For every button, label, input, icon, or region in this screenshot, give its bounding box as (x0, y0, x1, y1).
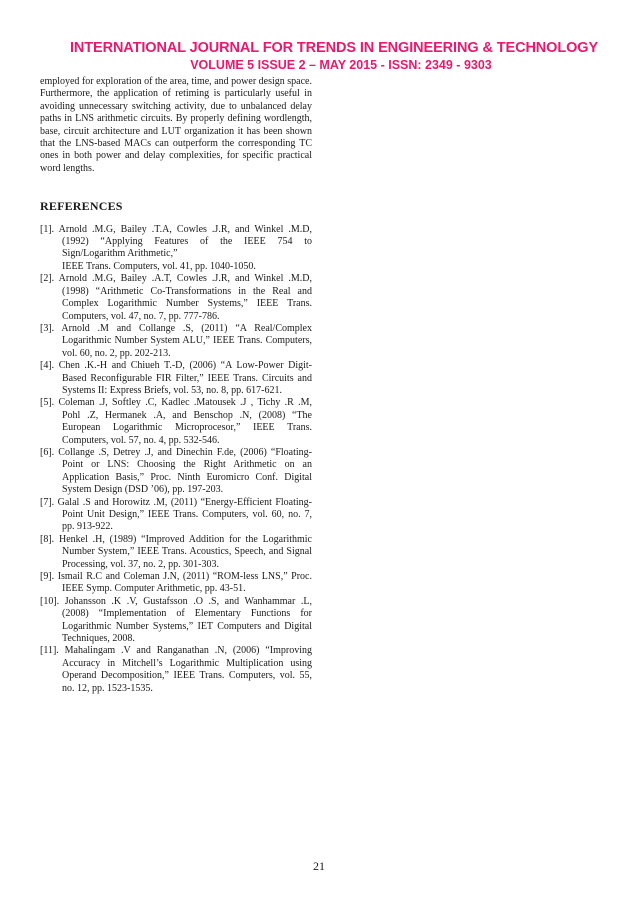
conclusion-paragraph: employed for exploration of the area, time, and power design space. Furthermore, the application of retiming is particularly useful in avoiding unnecessary switching activity, due to unbalanced delay paths in LNS arithmetic circuits. By properly defining wordlength, base, circuit architecture and LUT organization it has been shown that the LNS-based MACs can outperform the corresponding TC ones in both power and delay complexities, for specific practical word lengths. (40, 76, 312, 174)
journal-header (60, 40, 608, 74)
reference-item-11: [11]. Mahalingam .V and Ranganathan .N, (2006) “Improving Accuracy in Mitchell’s Logarithmic Multiplication using Operand Decomposition,” IEEE Trans. Computers, vol. 55, no. 12, pp. 1523-1535. (40, 645, 312, 694)
reference-item-1 (40, 224, 312, 274)
issue-line: VOLUME 5 ISSUE 2 – MAY 2015 - ISSN: 2349 - 9303 (190, 58, 492, 72)
reference-item-3: [3]. Arnold .M and Collange .S, (2011) “A Real/Complex Logarithmic Number System ALU,” IEEE Trans. Computers, vol. 60, no. 2, pp. 202-213. (40, 322, 312, 359)
page-number: 21 (313, 859, 325, 873)
reference-item-6: [6]. Collange .S, Detrey .J, and Dinechin F.de, (2006) “Floating-Point or LNS: Choosing the Right Arithmetic on an Application Basis,” Proc. Ninth Euromicro Conf. Digital System Design (DSD ’06), pp. 197-203. (40, 446, 312, 496)
references-heading: REFERENCES (40, 199, 123, 214)
reference-item-5: [5]. Coleman .J, Softley .C, Kadlec .Matousek .J , Tichy .R .M, Pohl .Z, Hermanek .A, and Benschop .N, (2008) “The European Logarithmic Microprocesor,” IEEE Trans. Computers, vol. 57, no. 4, pp. 532-546. (40, 397, 312, 446)
left-column (40, 76, 312, 695)
reference-item-2: [2]. Arnold .M.G, Bailey .A.T, Cowles .J.R, and Winkel .M.D, (1998) “Arithmetic Co-Transformations in the Real and Complex Logarithmic Number Systems,” IEEE Trans. Computers, vol. 47, no. 7, pp. 777-786. (40, 273, 312, 322)
reference-item-8: [8]. Henkel .H, (1989) “Improved Addition for the Logarithmic Number System,” IEEE Trans. Acoustics, Speech, and Signal Processing, vol. 37, no. 2, pp. 301-303. (40, 533, 312, 570)
reference-item-7: [7]. Galal .S and Horowitz .M, (2011) “Energy-Efficient Floating-Point Unit Design,” IEEE Trans. Computers, vol. 60, no. 7, pp. 913-922. (40, 496, 312, 533)
reference-text: [1]. Arnold .M.G, Bailey .T.A, Cowles .J.R, and Winkel .M.D, (1992) “Applying Features of the IEEE 754 to Sign/Logarithm Arithmetic,” (40, 223, 312, 260)
reference-item-9: [9]. Ismail R.C and Coleman J.N, (2011) “ROM-less LNS,” Proc. IEEE Symp. Computer Arithmetic, pp. 43-51. (40, 571, 312, 595)
references-list (40, 224, 312, 695)
reference-item-10: [10]. Johansson .K .V, Gustafsson .O .S, and Wanhammar .L, (2008) “Implementation of Elementary Functions for Logarithmic Number Systems,” IET Computers and Digital Techniques, 2008. (40, 595, 312, 645)
journal-title: INTERNATIONAL JOURNAL FOR TRENDS IN ENGINEERING & TECHNOLOGY (69, 40, 599, 56)
reference-item-4: [4]. Chen .K.-H and Chiueh T.-D, (2006) “A Low-Power Digit-Based Reconfigurable FIR Filter,” IEEE Trans. Circuits and Systems II: Express Briefs, vol. 53, no. 8, pp. 617-621. (40, 360, 312, 396)
reference-continuation: IEEE Trans. Computers, vol. 41, pp. 1040-1050. (62, 260, 256, 272)
